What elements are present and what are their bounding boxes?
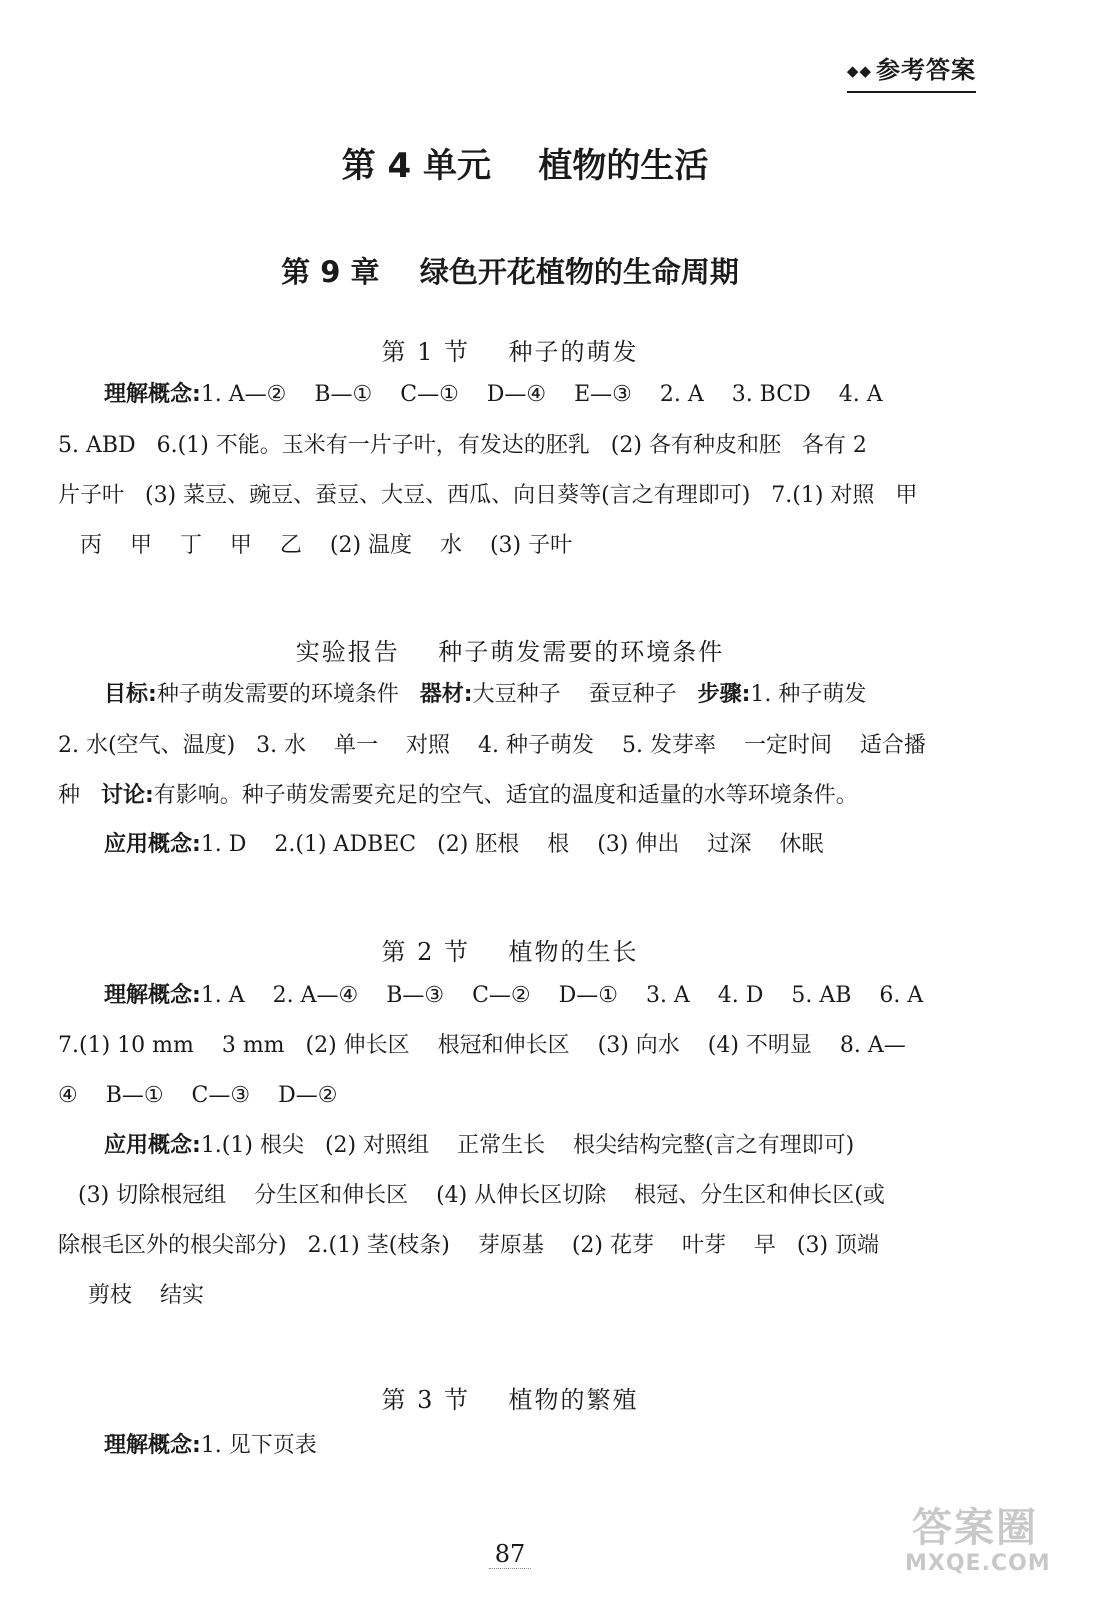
page-number: 87 xyxy=(0,1540,1020,1568)
watermark-bottom-text: MXQE.COM xyxy=(905,1551,1051,1576)
experiment-line-1: 目标:种子萌发需要的环境条件 器材:大豆种子 蚕豆种子 步骤:1. 种子萌发 xyxy=(104,682,867,707)
experiment-title: 实验报告 种子萌发需要的环境条件 xyxy=(295,638,725,666)
section-3-title: 第 3 节 植物的繁殖 xyxy=(381,1386,639,1414)
section-3-line-1: 理解概念:1. 见下页表 xyxy=(104,1433,317,1458)
label-understand: 理解概念: xyxy=(104,382,201,407)
section-2-line-6: 除根毛区外的根尖部分) 2.(1) 茎(枝条) 芽原基 (2) 花芽 叶芽 早 (3) 顶端 xyxy=(58,1233,880,1258)
section-1-line-3: 片子叶 (3) 菜豆、豌豆、蚕豆、大豆、西瓜、向日葵等(言之有理即可) 7.(1) 对照 甲 xyxy=(58,483,918,508)
section-2-line-3: ④ B—① C—③ D—② xyxy=(58,1083,338,1108)
section-2-line-2: 7.(1) 10 mm 3 mm (2) 伸长区 根冠和伸长区 (3) 向水 (4) 不明显 8. A— xyxy=(58,1033,906,1058)
double-diamond-icon: ◆◆ xyxy=(846,62,872,80)
section-2-title: 第 2 节 植物的生长 xyxy=(381,938,639,966)
section-1-line-1: 理解概念:1. A—② B—① C—① D—④ E—③ 2. A 3. BCD 4. A xyxy=(104,382,883,407)
section-1-title: 第 1 节 种子的萌发 xyxy=(381,338,639,366)
section-2-line-7: 剪枝 结实 xyxy=(88,1283,204,1308)
section-2-line-5: (3) 切除根冠组 分生区和伸长区 (4) 从伸长区切除 根冠、分生区和伸长区(或 xyxy=(78,1183,885,1208)
experiment-apply-line: 应用概念:1. D 2.(1) ADBEC (2) 胚根 根 (3) 伸出 过深 休眠 xyxy=(104,832,824,857)
section-1-line-4: 丙 甲 丁 甲 乙 (2) 温度 水 (3) 子叶 xyxy=(80,533,573,558)
unit-title: 第 4 单元 植物的生活 xyxy=(341,146,709,186)
section-2-line-1: 理解概念:1. A 2. A—④ B—③ C—② D—① 3. A 4. D 5. AB 6. A xyxy=(104,983,924,1008)
section-1-line-2: 5. ABD 6.(1) 不能。玉米有一片子叶，有发达的胚乳 (2) 各有种皮和胚 各有 2 xyxy=(58,433,867,458)
experiment-line-2: 2. 水(空气、温度) 3. 水 单一 对照 4. 种子萌发 5. 发芽率 一定时间 适合播 xyxy=(58,733,926,758)
chapter-title: 第 9 章 绿色开花植物的生命周期 xyxy=(281,255,739,289)
section-2-line-4: 应用概念:1.(1) 根尖 (2) 对照组 正常生长 根尖结构完整(言之有理即可) xyxy=(104,1133,855,1158)
watermark-logo xyxy=(905,1505,1051,1585)
watermark-top-text: 答案圈 xyxy=(912,1505,1038,1551)
experiment-line-3: 种 讨论:有影响。种子萌发需要充足的空气、适宜的温度和适量的水等环境条件。 xyxy=(58,783,858,808)
header-label: 参考答案 xyxy=(876,56,976,84)
running-header xyxy=(847,50,976,93)
